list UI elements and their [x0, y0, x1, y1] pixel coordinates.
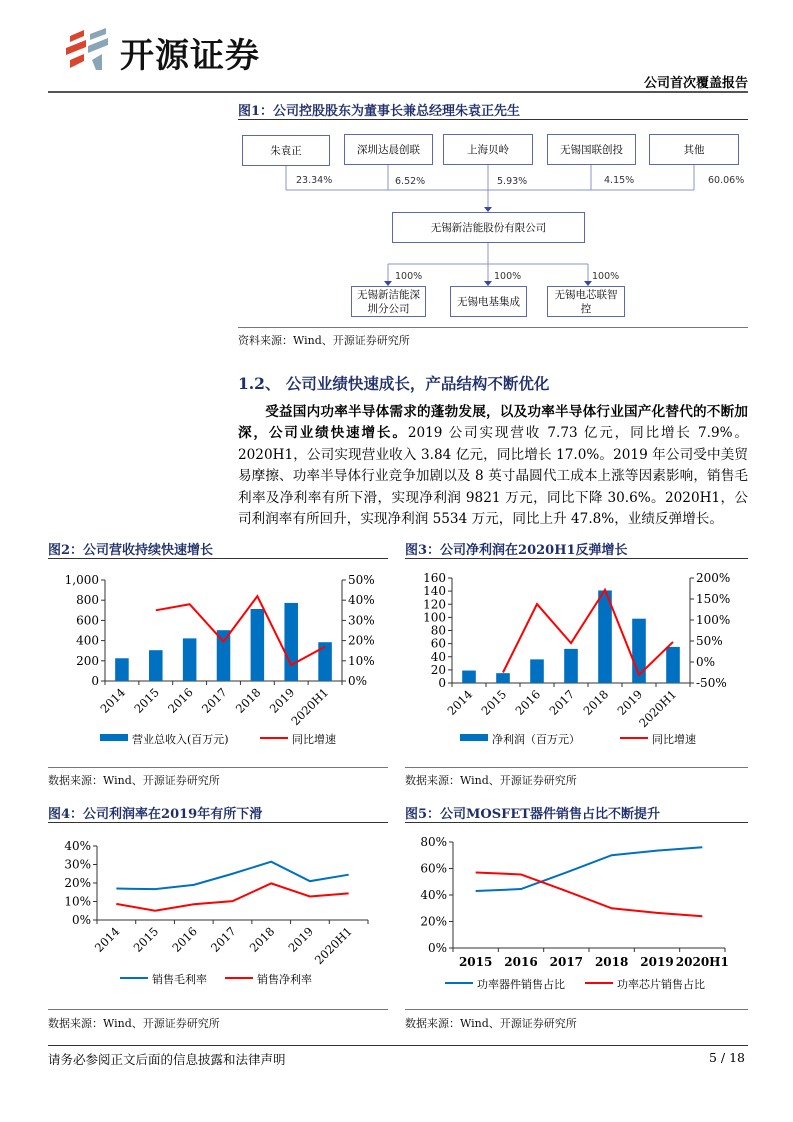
net-profit-chart [400, 560, 760, 765]
x-tick-label: 2020H1 [675, 955, 729, 969]
bar [462, 671, 476, 683]
legend-label: 净利润（百万元） [492, 733, 580, 746]
y-tick-label: 0% [71, 913, 91, 927]
shareholder-box: 上海贝岭 [443, 134, 533, 165]
x-tick-label: 2014 [97, 685, 129, 716]
bar [530, 659, 544, 683]
fig5-source: 数据来源：Wind、开源证券研究所 [405, 1017, 577, 1030]
y-tick-label: 400 [76, 633, 99, 648]
fig3-title-rule [405, 558, 748, 559]
y-tick-label-right: 0% [348, 674, 368, 688]
y-tick-label-right: 0% [696, 655, 716, 669]
bar [284, 603, 298, 681]
y-tick-label: 60% [420, 861, 447, 876]
shareholder-box: 无锡国联创投 [547, 134, 636, 165]
x-tick-label: 2018 [594, 955, 629, 969]
legend-swatch [100, 734, 128, 741]
x-tick-label: 2016 [169, 924, 200, 955]
y-tick-label: 20% [64, 876, 91, 890]
fig1-title: 图1：公司控股股东为董事长兼总经理朱袁正先生 [238, 104, 521, 119]
bar [149, 650, 163, 681]
revenue-chart [40, 560, 400, 765]
x-tick-label: 2014 [444, 687, 476, 718]
sub-pct: 100% [592, 271, 620, 282]
bar [318, 642, 332, 681]
fig1-source-rule [238, 327, 748, 328]
y-tick-label-right: 50% [348, 573, 375, 587]
y-tick-label: 40% [64, 839, 91, 853]
x-tick-label: 2019 [614, 687, 646, 718]
legend-label: 销售净利率 [257, 973, 312, 986]
fig1-title-rule [238, 119, 748, 120]
y-tick-label-right: 50% [696, 634, 723, 648]
series-line [116, 883, 348, 910]
y-tick-label: 0% [427, 941, 447, 955]
legend-label: 同比增速 [652, 733, 696, 746]
y-tick-label-right: 20% [348, 633, 375, 648]
y-tick-label: 200 [76, 653, 99, 668]
ownership-diagram [238, 124, 748, 324]
subsidiary-box: 无锡电芯联智控 [547, 286, 625, 317]
fig3-title: 图3：公司净利润在2020H1反弹增长 [405, 543, 628, 558]
body-paragraph [238, 402, 748, 530]
footer-divider [48, 1045, 748, 1046]
x-tick-label: 2015 [458, 955, 493, 969]
section-heading: 1.2、 公司业绩快速成长，产品结构不断优化 [238, 374, 550, 393]
y-tick-label: 20 [430, 662, 446, 677]
x-tick-label: 2019 [640, 955, 674, 969]
y-tick-label: 0 [438, 676, 446, 690]
x-tick-label: 2019 [266, 685, 298, 716]
fig4-title: 图4：公司利润率在2019年有所下滑 [48, 807, 263, 822]
y-tick-label: 10% [64, 894, 91, 909]
margin-chart [40, 825, 400, 1005]
x-tick-label: 2018 [246, 924, 278, 955]
y-tick-label: 60 [430, 636, 446, 651]
stake-pct: 4.15% [604, 175, 635, 186]
y-tick-label: 100 [423, 610, 446, 625]
product-mix-chart [400, 825, 760, 1005]
fig2-title-rule [48, 558, 388, 559]
legend-swatch [460, 734, 488, 741]
sub-pct: 100% [494, 271, 522, 282]
sub-pct: 100% [395, 271, 423, 282]
fig3-source: 数据来源：Wind、开源证券研究所 [405, 774, 577, 787]
x-tick-label: 2017 [208, 924, 239, 955]
y-tick-label-right: 40% [348, 593, 375, 608]
logo-text: 开源证券 [120, 36, 260, 76]
x-tick-label: 2015 [130, 924, 162, 955]
shareholder-box: 其他 [649, 134, 739, 165]
fig5-source-rule [405, 1009, 748, 1010]
fig3-source-rule [405, 767, 748, 768]
y-tick-label-right: 10% [348, 653, 375, 668]
x-tick-label: 2018 [232, 685, 264, 716]
legend-label: 销售毛利率 [152, 973, 207, 986]
fig4-source: 数据来源：Wind、开源证券研究所 [48, 1017, 220, 1030]
x-tick-label: 2016 [165, 685, 196, 716]
fig2-title: 图2：公司营收持续快速增长 [48, 543, 214, 558]
bar [115, 658, 129, 681]
stake-pct: 23.34% [296, 175, 333, 186]
subsidiary-box: 无锡新洁能深圳分公司 [351, 286, 426, 317]
stake-pct: 6.52% [395, 176, 426, 187]
fig5-title: 图5：公司MOSFET器件销售占比不断提升 [405, 807, 660, 822]
stake-pct: 60.06% [708, 175, 745, 186]
y-tick-label: 80% [420, 835, 447, 849]
x-tick-label: 2014 [91, 924, 123, 955]
x-tick-label: 2020H1 [311, 924, 355, 968]
bar [251, 609, 265, 681]
series-line [156, 596, 325, 665]
x-tick-label: 2020H1 [288, 685, 332, 729]
company-box: 无锡新洁能股份有限公司 [392, 212, 585, 243]
y-tick-label-right: -50% [696, 676, 727, 690]
para-text: 2019 公司实现营收 7.73 亿元，同比增长 7.9%。2020H1，公司实现营业收入 3.84 亿元，同比增长 17.0%。2019 年公司受中美贸易摩擦、功率半导体行业竞争加剧以及 8 英寸晶圆代工成本上涨等因素影响，销售毛利率及净利率有所下滑，实现净利润 9821 万元，同比下降 30.6%。2020H1，公司利润率有所回升，实现净利润 5534 万元，同比上升 47.8%，业绩反弹增长。 [238, 425, 748, 528]
bar [496, 673, 510, 683]
header-divider [48, 91, 748, 93]
fig2-source: 数据来源：Wind、开源证券研究所 [48, 774, 220, 787]
y-tick-label-right: 150% [696, 592, 731, 606]
shareholder-box: 朱袁正 [242, 135, 330, 166]
legend-label: 营业总收入(百万元) [132, 733, 229, 746]
x-tick-label: 2017 [549, 955, 584, 969]
page-number: 5 / 18 [708, 1050, 745, 1065]
bar [666, 647, 680, 683]
y-tick-label-right: 30% [348, 613, 375, 628]
y-tick-label-right: 100% [696, 613, 731, 627]
y-tick-label: 40 [430, 649, 446, 664]
x-tick-label: 2015 [478, 687, 510, 718]
fig1-source: 资料来源：Wind、开源证券研究所 [238, 334, 410, 347]
series-line [116, 862, 348, 889]
fig4-title-rule [48, 822, 388, 823]
y-tick-label: 20% [420, 914, 447, 929]
legend-label: 功率芯片销售占比 [617, 978, 705, 991]
y-tick-label: 120 [423, 597, 446, 612]
subsidiary-box: 无锡电基集成 [450, 286, 527, 317]
bar [183, 638, 197, 681]
x-tick-label: 2015 [131, 685, 162, 716]
y-tick-label: 40% [420, 888, 447, 902]
x-tick-label: 2017 [546, 687, 578, 718]
x-tick-label: 2018 [580, 687, 612, 718]
bar [564, 649, 578, 683]
report-type: 公司首次覆盖报告 [643, 76, 748, 91]
y-tick-label: 30% [64, 857, 91, 872]
x-tick-label: 2017 [199, 685, 230, 716]
y-tick-label: 0 [91, 674, 99, 688]
y-tick-label: 800 [76, 593, 99, 608]
logo-icon [62, 28, 114, 72]
y-tick-label: 1,000 [64, 573, 99, 587]
x-tick-label: 2020H1 [636, 687, 680, 731]
y-tick-label-right: 200% [696, 571, 731, 585]
series-line [503, 590, 673, 675]
x-tick-label: 2016 [512, 687, 544, 718]
fig4-source-rule [48, 1009, 388, 1010]
y-tick-label: 140 [423, 584, 446, 599]
para-lead: 受益国内功率半导体需求的蓬勃发展，以及功率半导体行业国产化替代的不断加深，公司业绩快速增长。 [238, 404, 748, 442]
x-tick-label: 2019 [285, 924, 317, 955]
y-tick-label: 600 [76, 613, 99, 628]
stake-pct: 5.93% [497, 176, 528, 187]
y-tick-label: 80 [430, 623, 446, 638]
footer-disclaimer: 请务必参阅正文后面的信息披露和法律声明 [48, 1052, 286, 1067]
y-tick-label: 160 [423, 571, 446, 585]
legend-label: 同比增速 [292, 733, 336, 746]
legend-label: 功率器件销售占比 [477, 978, 565, 991]
fig5-title-rule [405, 822, 748, 823]
shareholder-box: 深圳达晨创联 [344, 134, 433, 165]
series-line [476, 872, 703, 916]
fig2-source-rule [48, 767, 388, 768]
series-line [476, 847, 703, 891]
x-tick-label: 2016 [504, 955, 538, 969]
